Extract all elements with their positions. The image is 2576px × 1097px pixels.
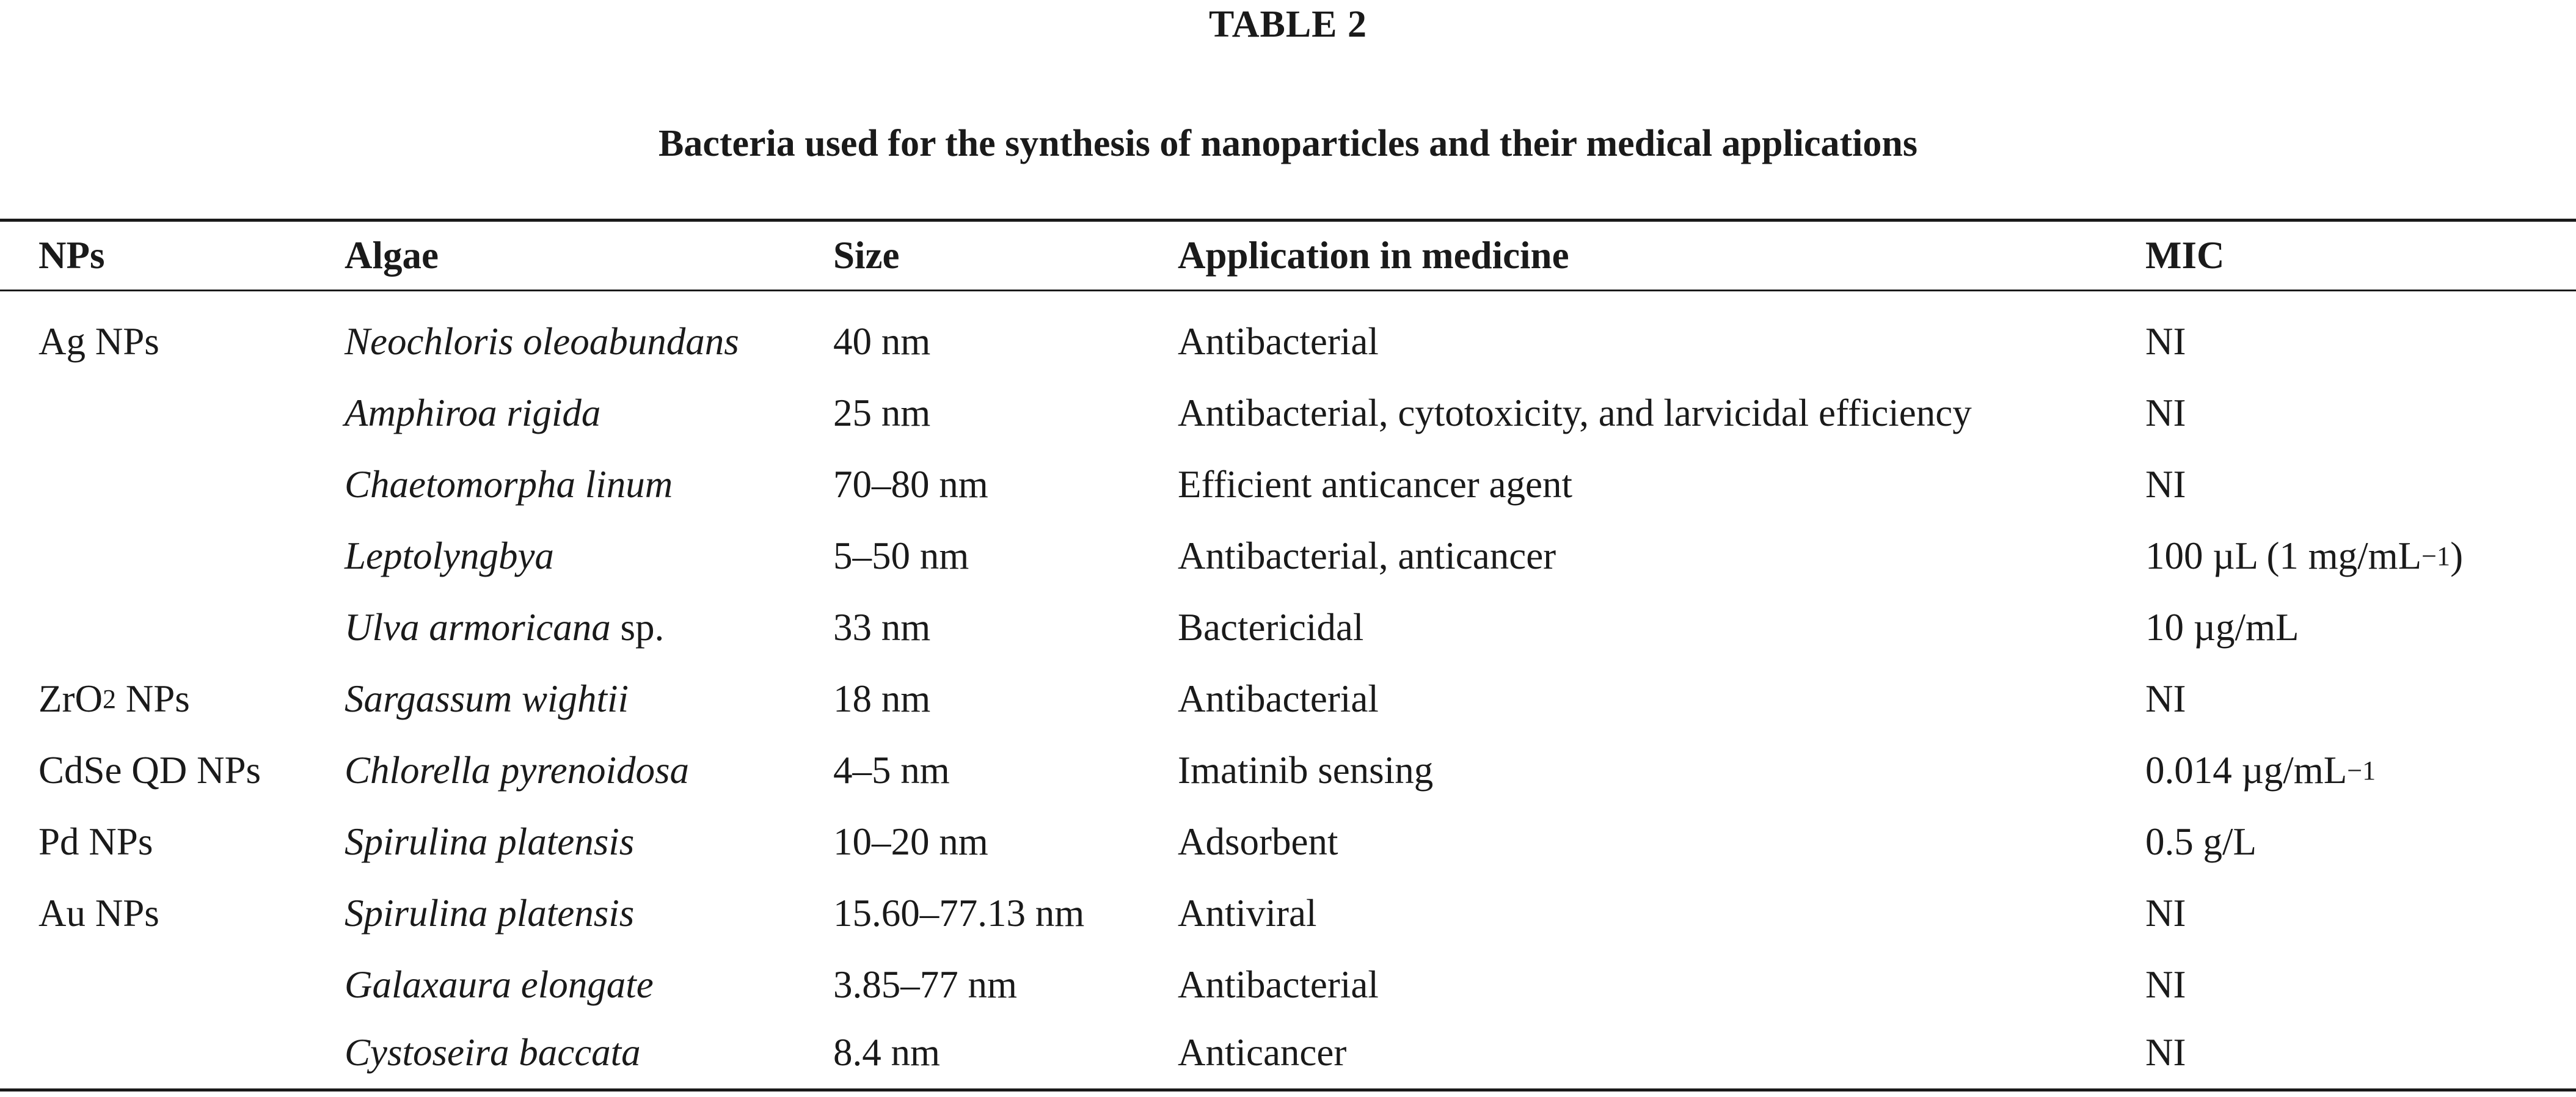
cell-application: Efficient anticancer agent: [1178, 463, 1572, 506]
cell-algae: Galaxaura elongate: [345, 963, 654, 1006]
cell-size: 25 nm: [833, 392, 931, 434]
table-row: [0, 1017, 2576, 1088]
cell-mic: 100 µL (1 mg/mL −1 ): [2145, 534, 2464, 577]
cell-algae: Ulva armoricana sp.: [345, 606, 665, 649]
cell-application: Antibacterial, anticancer: [1178, 534, 1556, 577]
cell-size: 70–80 nm: [833, 463, 988, 506]
table-row: [0, 878, 2576, 949]
table-row: [0, 592, 2576, 663]
cell-mic: NI: [2145, 1031, 2186, 1074]
cell-nps: CdSe QD NPs: [38, 749, 261, 792]
cell-algae: Leptolyngbya: [345, 534, 554, 577]
table-row: [0, 663, 2576, 735]
cell-mic: NI: [2145, 963, 2186, 1006]
cell-algae: Chaetomorpha linum: [345, 463, 673, 506]
cell-nps: Pd NPs: [38, 820, 153, 863]
cell-application: Antiviral: [1178, 892, 1317, 935]
cell-application: Antibacterial: [1178, 320, 1379, 363]
cell-algae: Chlorella pyrenoidosa: [345, 749, 690, 792]
cell-application: Bactericidal: [1178, 606, 1364, 649]
table-title: Bacteria used for the synthesis of nanoparticles and their medical applications: [659, 123, 1917, 164]
table-row: [0, 449, 2576, 520]
cell-mic: NI: [2145, 463, 2186, 506]
cell-algae: Spirulina platensis: [345, 820, 635, 863]
cell-mic: 0.014 µg/mL −1: [2145, 749, 2376, 792]
cell-algae: Amphiroa rigida: [345, 392, 601, 434]
header-application: Application in medicine: [1178, 234, 1569, 277]
cell-algae: Neochloris oleoabundans: [345, 320, 739, 363]
table-row: [0, 806, 2576, 878]
cell-application: Imatinib sensing: [1178, 749, 1434, 792]
cell-size: 10–20 nm: [833, 820, 988, 863]
table-row: [0, 306, 2576, 377]
header-mic: MIC: [2145, 234, 2225, 277]
cell-mic: NI: [2145, 392, 2186, 434]
cell-size: 3.85–77 nm: [833, 963, 1018, 1006]
cell-algae: Sargassum wightii: [345, 677, 629, 720]
cell-size: 8.4 nm: [833, 1031, 941, 1074]
cell-application: Antibacterial: [1178, 963, 1379, 1006]
cell-application: Anticancer: [1178, 1031, 1347, 1074]
cell-nps: ZrO 2 NPs: [38, 677, 190, 720]
cell-size: 15.60–77.13 nm: [833, 892, 1085, 935]
cell-algae: Spirulina platensis: [345, 892, 635, 935]
cell-size: 33 nm: [833, 606, 931, 649]
table-row: [0, 377, 2576, 449]
cell-mic: NI: [2145, 677, 2186, 720]
cell-size: 40 nm: [833, 320, 931, 363]
table-row: [0, 520, 2576, 592]
header-nps: NPs: [38, 234, 105, 277]
table-row: [0, 949, 2576, 1021]
cell-nps: Ag NPs: [38, 320, 159, 363]
cell-mic: 10 µg/mL: [2145, 606, 2299, 649]
cell-application: Adsorbent: [1178, 820, 1338, 863]
cell-mic: 0.5 g/L: [2145, 820, 2257, 863]
header-algae: Algae: [345, 234, 439, 277]
table-header: [0, 222, 2576, 290]
cell-mic: NI: [2145, 320, 2186, 363]
cell-application: Antibacterial: [1178, 677, 1379, 720]
cell-size: 5–50 nm: [833, 534, 969, 577]
cell-nps: Au NPs: [38, 892, 159, 935]
table-row: [0, 735, 2576, 806]
header-rule: [0, 290, 2576, 291]
header-size: Size: [833, 234, 900, 277]
cell-algae: Cystoseira baccata: [345, 1031, 641, 1074]
bottom-rule: [0, 1088, 2576, 1092]
cell-mic: NI: [2145, 892, 2186, 935]
cell-size: 4–5 nm: [833, 749, 950, 792]
cell-application: Antibacterial, cytotoxicity, and larvicidal efficiency: [1178, 392, 1972, 434]
cell-size: 18 nm: [833, 677, 931, 720]
table-label: TABLE 2: [1208, 4, 1368, 45]
